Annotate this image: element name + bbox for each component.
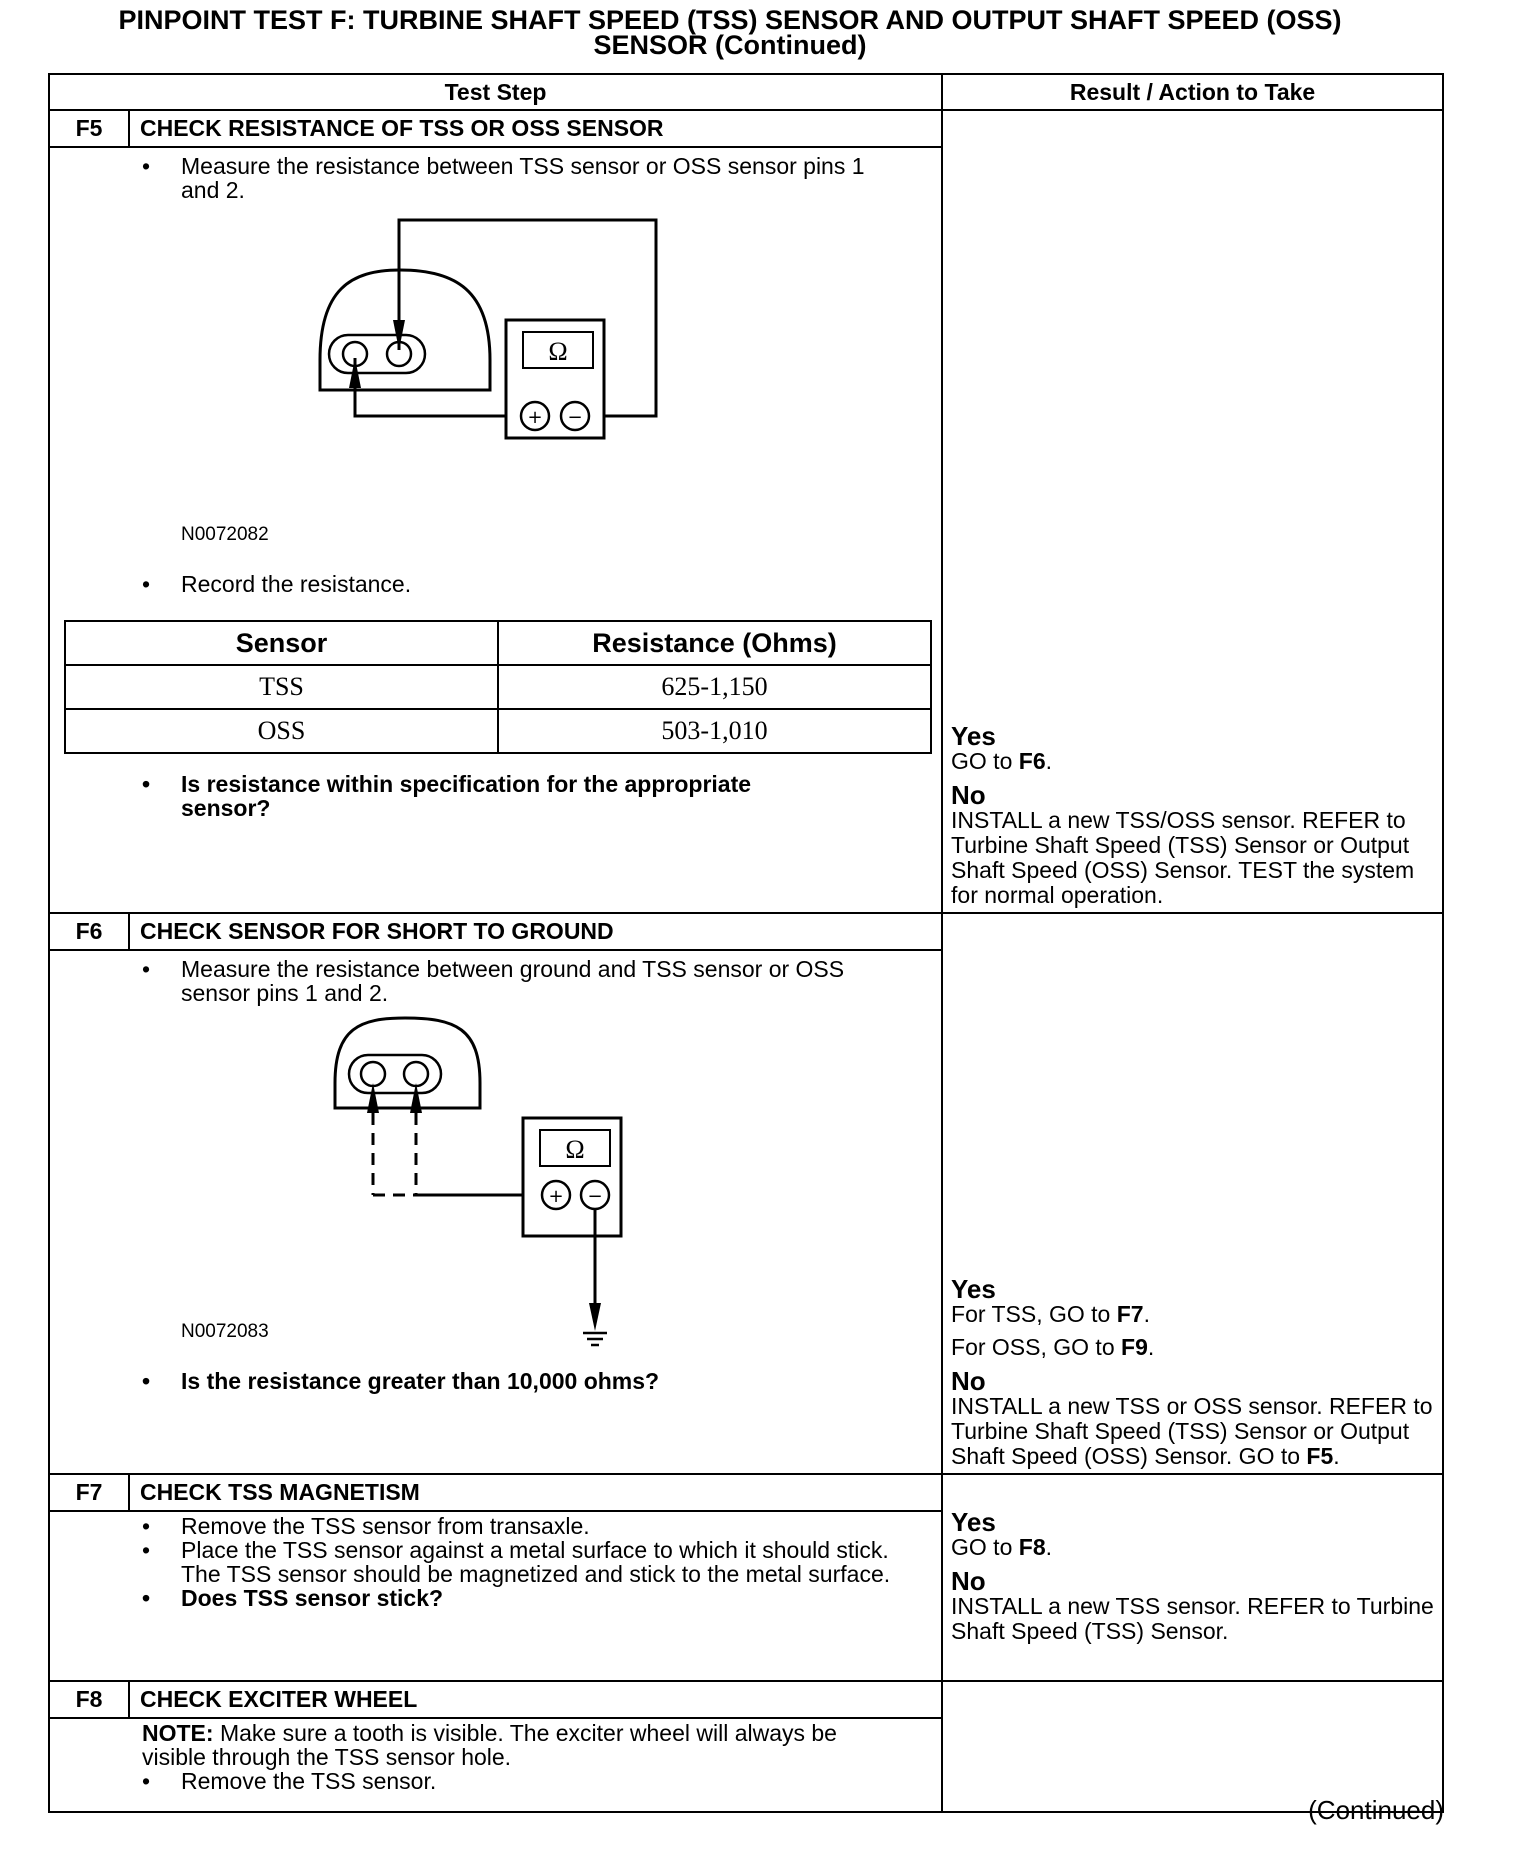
question-f6: • Is the resistance greater than 10,000 ohms?	[50, 1369, 931, 1393]
table-row	[65, 665, 931, 709]
step-title-f6: CHECK SENSOR FOR SHORT TO GROUND	[129, 913, 942, 950]
result-no-label: No	[951, 1366, 986, 1396]
page-title	[0, 5, 1460, 60]
pinpoint-test-table	[48, 73, 1444, 1813]
sensor-pin-1	[361, 1062, 385, 1086]
step-title-f8: CHECK EXCITER WHEEL	[129, 1681, 942, 1718]
step-body-f5	[49, 147, 942, 913]
ohm-symbol: Ω	[565, 1135, 585, 1164]
result-no-text: INSTALL a new TSS sensor. REFER to Turbine Shaft Speed (TSS) Sensor.	[951, 1593, 1434, 1644]
step-ref-f6: F6	[1018, 748, 1046, 774]
positive-terminal: +	[548, 1186, 564, 1207]
title-line-2: SENSOR (Continued)	[593, 30, 867, 60]
negative-terminal: −	[587, 1186, 603, 1207]
instruction-bullet: • Measure the resistance between ground and TSS sensor or OSS sensor pins 1 and 2.	[50, 957, 931, 1005]
table-row	[65, 709, 931, 753]
result-no-text: INSTALL a new TSS or OSS sensor. REFER to Turbine Shaft Speed (TSS) Sensor or Output Shaft Speed (OSS) Sensor. GO to F5.	[951, 1393, 1433, 1469]
title-line-1: PINPOINT TEST F: TURBINE SHAFT SPEED (TSS) SENSOR AND OUTPUT SHAFT SPEED (OSS)	[118, 5, 1342, 35]
question-f5: • Is resistance within specification for the appropriate sensor?	[50, 772, 931, 820]
result-no-text: INSTALL a new TSS/OSS sensor. REFER to Turbine Shaft Speed (TSS) Sensor or Output Shaft Speed (OSS) Sensor. TEST the system for normal operation.	[951, 807, 1415, 908]
step-ref-f5: F5	[1306, 1443, 1334, 1469]
spec-cell: 503-1,010	[498, 709, 931, 753]
spec-header-resistance: Resistance (Ohms)	[498, 621, 931, 665]
sensor-pin-2	[404, 1062, 428, 1086]
step-title-f7: CHECK TSS MAGNETISM	[129, 1474, 942, 1511]
step-body-f6	[49, 950, 942, 1474]
resistance-spec-table	[64, 620, 932, 754]
step-id-f7: F7	[49, 1474, 129, 1511]
instruction-bullet: • Remove the TSS sensor from transaxle.	[50, 1514, 931, 1538]
result-f5	[942, 110, 1443, 913]
continued-label: (Continued)	[1308, 1795, 1444, 1825]
spec-cell: TSS	[65, 665, 498, 709]
step-ref-f9: F9	[1121, 1334, 1148, 1360]
step-body-f7	[49, 1511, 942, 1681]
result-yes-label: Yes	[951, 721, 996, 751]
question-f7: • Does TSS sensor stick?	[50, 1586, 931, 1610]
figure-id-f6: N0072083	[181, 1321, 269, 1342]
step-id-f5: F5	[49, 110, 129, 147]
step-id-f8: F8	[49, 1681, 129, 1718]
positive-terminal: +	[527, 407, 543, 428]
result-yes-label: Yes	[951, 1274, 996, 1304]
result-yes-text: GO to F8.	[951, 1534, 1052, 1560]
result-f7	[942, 1474, 1443, 1681]
result-no-label: No	[951, 1566, 986, 1596]
instruction-bullet: • Place the TSS sensor against a metal surface to which it should stick. The TSS sensor should be magnetized and stick to the metal surface.	[50, 1538, 931, 1586]
negative-terminal: −	[567, 407, 583, 428]
result-yes-label: Yes	[951, 1507, 996, 1537]
step-body-f8	[49, 1718, 942, 1812]
spec-cell: OSS	[65, 709, 498, 753]
note-label: NOTE:	[142, 1720, 214, 1746]
instruction-bullet: • Remove the TSS sensor.	[50, 1769, 931, 1793]
figure-id-f5: N0072082	[181, 524, 269, 545]
step-id-f6: F6	[49, 913, 129, 950]
resistance-diagram	[50, 210, 710, 530]
result-yes-text: GO to F6.	[951, 748, 1052, 774]
step-ref-f8: F8	[1018, 1534, 1046, 1560]
spec-header-sensor: Sensor	[65, 621, 498, 665]
spec-cell: 625-1,150	[498, 665, 931, 709]
note-text: Make sure a tooth is visible. The exciter wheel will always be visible through the TSS sensor hole.	[142, 1720, 837, 1770]
result-no-label: No	[951, 780, 986, 810]
result-yes-text-tss: For TSS, GO to F7.	[951, 1301, 1150, 1327]
result-f6	[942, 913, 1443, 1474]
instruction-bullet: • Record the resistance.	[50, 572, 931, 596]
note-f8	[50, 1721, 931, 1769]
result-yes-text-oss: For OSS, GO to F9.	[951, 1334, 1155, 1360]
ohm-symbol: Ω	[548, 337, 568, 366]
instruction-bullet: • Measure the resistance between TSS sensor or OSS sensor pins 1 and 2.	[50, 154, 931, 202]
result-f8	[942, 1681, 1443, 1812]
short-to-ground-diagram	[50, 1013, 710, 1363]
step-ref-f7: F7	[1116, 1301, 1144, 1327]
header-test-step: Test Step	[49, 74, 942, 110]
step-title-f5: CHECK RESISTANCE OF TSS OR OSS SENSOR	[129, 110, 942, 147]
header-result: Result / Action to Take	[942, 74, 1443, 110]
